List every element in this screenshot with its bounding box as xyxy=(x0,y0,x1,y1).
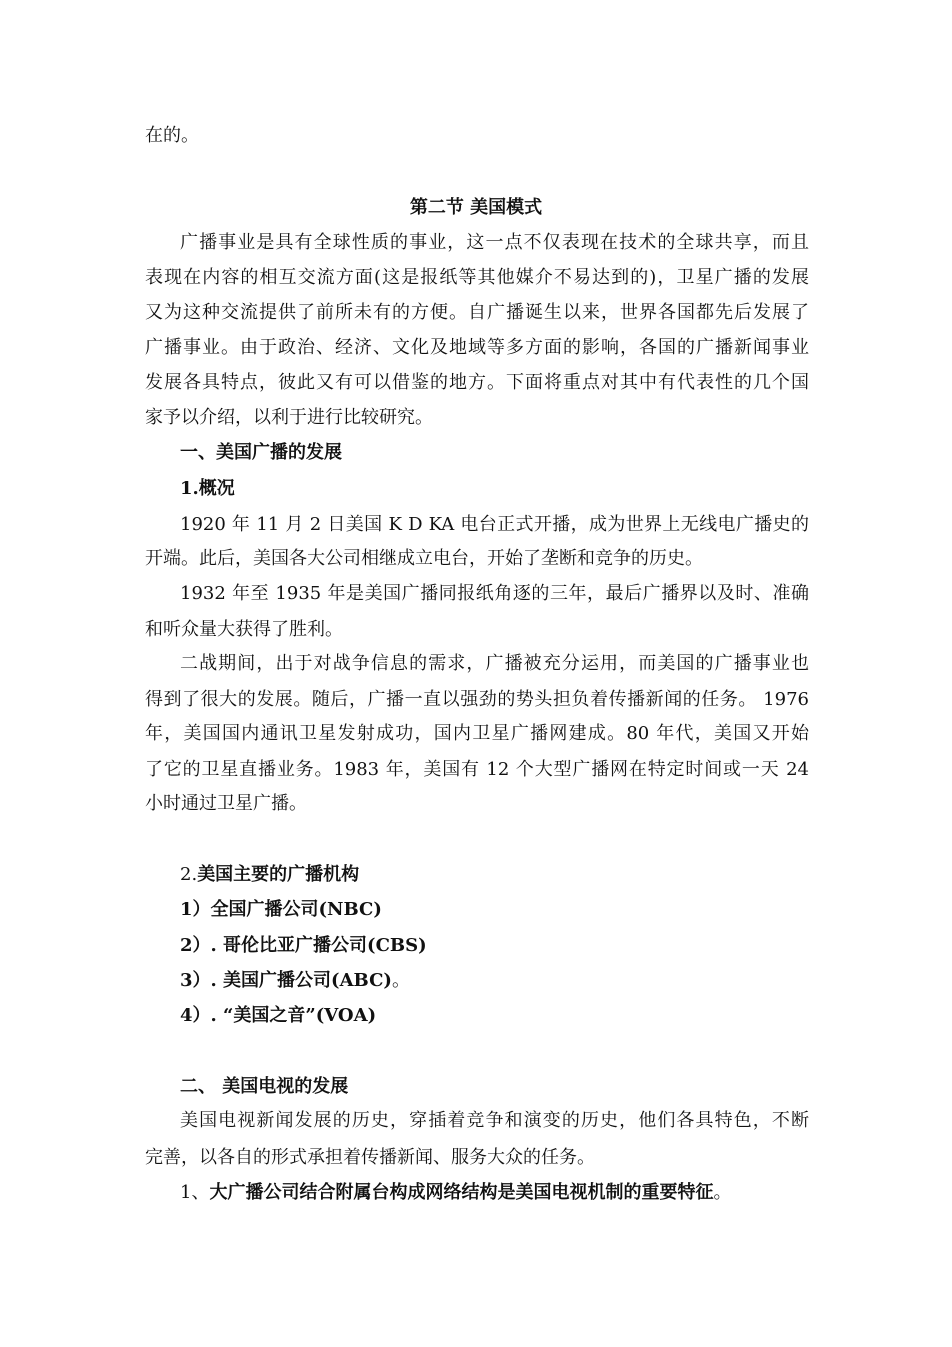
wartime-line-4: 了它的卫星直播业务。1983 年，美国有 12 个大型广播网在特定时间或一天 24 xyxy=(145,759,809,780)
wartime-line-5: 小时通过卫星广播。 xyxy=(145,793,307,814)
heading-us-tv: 二、 美国电视的发展 xyxy=(180,1076,349,1097)
overview-line-2: 开端。此后，美国各大公司相继成立电台，开始了垄断和竞争的历史。 xyxy=(145,548,703,569)
intro-line-4: 广播事业。由于政治、经济、文化及地域等多方面的影响，各国的广播新闻事业 xyxy=(145,337,809,358)
radio-newspaper-line-1: 1932 年至 1935 年是美国广播同报纸角逐的三年，最后广播界以及时、准确 xyxy=(180,583,809,604)
subheading-broadcast-orgs xyxy=(180,863,359,887)
intro-line-6: 家予以介绍，以利于进行比较研究。 xyxy=(145,407,433,428)
tv-point-1-number: 1、 xyxy=(180,1182,210,1203)
org-item-nbc: 1）全国广播公司(NBC) xyxy=(180,899,382,920)
tv-point-1-end: 。 xyxy=(713,1182,732,1203)
org-item-abc xyxy=(180,969,410,993)
section-title: 第二节 美国模式 xyxy=(409,197,543,218)
intro-line-5: 发展各具特点，彼此又有可以借鉴的地方。下面将重点对其中有代表性的几个国 xyxy=(145,372,809,393)
intro-line-2: 表现在内容的相互交流方面(这是报纸等其他媒介不易达到的)，卫星广播的发展 xyxy=(145,267,809,288)
overview-line-1: 1920 年 11 月 2 日美国 K D KA 电台正式开播，成为世界上无线电广播史的 xyxy=(180,514,809,535)
radio-newspaper-line-2: 和听众量大获得了胜利。 xyxy=(145,619,343,640)
org-item-cbs: 2）. 哥伦比亚广播公司(CBS) xyxy=(180,935,427,956)
org-item-abc-suffix: 。 xyxy=(391,970,410,991)
continuation-text: 在的。 xyxy=(145,125,199,146)
tv-point-1-text: 大广播公司结合附属台构成网络结构是美国电视机制的重要特征 xyxy=(209,1182,714,1203)
org-item-voa: 4）. “美国之音”(VOA) xyxy=(180,1005,377,1026)
intro-line-1: 广播事业是具有全球性质的事业，这一点不仅表现在技术的全球共享，而且 xyxy=(180,232,809,253)
wartime-line-1: 二战期间，出于对战争信息的需求，广播被充分运用，而美国的广播事业也 xyxy=(180,653,809,674)
subheading-overview: 1.概况 xyxy=(180,478,235,499)
subheading-number: 2. xyxy=(180,864,198,885)
wartime-line-3: 年，美国国内通讯卫星发射成功，国内卫星广播网建成。80 年代，美国又开始 xyxy=(145,723,809,744)
org-item-abc-label: 3）. 美国广播公司(ABC) xyxy=(180,970,392,991)
intro-line-3: 又为这种交流提供了前所未有的方便。自广播诞生以来，世界各国都先后发展了 xyxy=(145,302,809,323)
tv-point-1 xyxy=(180,1181,731,1205)
tv-line-1: 美国电视新闻发展的历史，穿插着竞争和演变的历史，他们各具特色，不断 xyxy=(180,1110,809,1131)
tv-line-2: 完善，以各自的形式承担着传播新闻、服务大众的任务。 xyxy=(145,1147,595,1168)
subheading-text: 美国主要的广播机构 xyxy=(197,864,360,885)
wartime-line-2: 得到了很大的发展。随后，广播一直以强劲的势头担负着传播新闻的任务。 1976 xyxy=(145,689,809,710)
heading-us-radio: 一、美国广播的发展 xyxy=(180,442,342,463)
